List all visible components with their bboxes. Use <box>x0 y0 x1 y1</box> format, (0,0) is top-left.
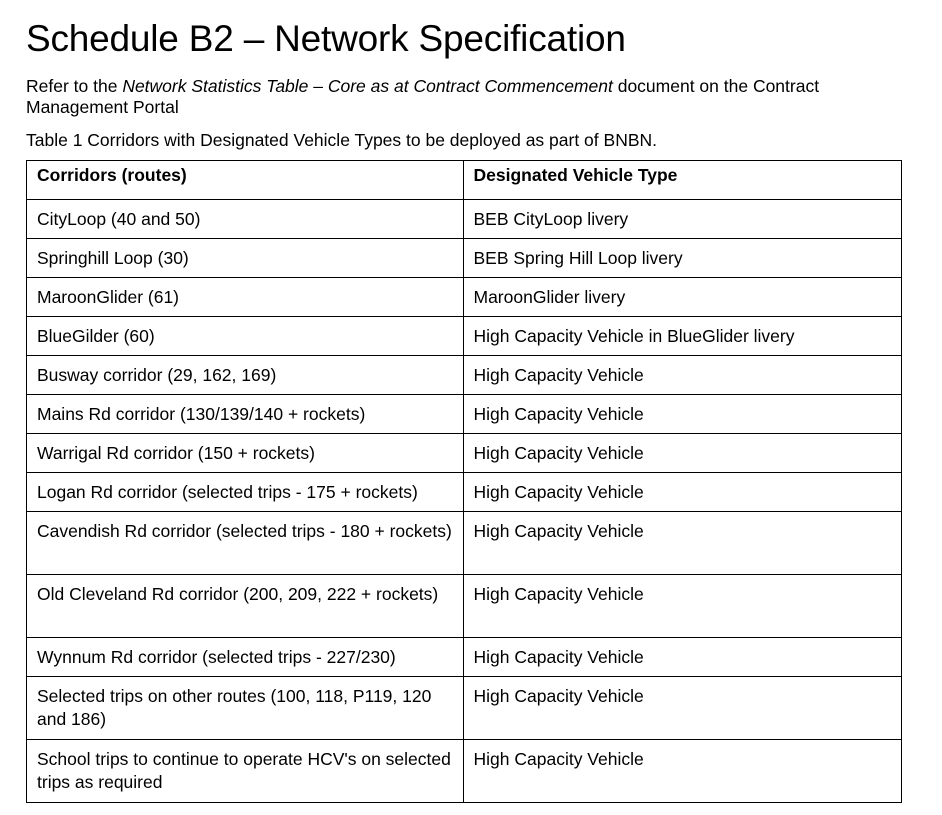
table-row <box>27 575 902 638</box>
table-row <box>27 434 902 473</box>
column-header-vehicle-type: Designated Vehicle Type <box>463 161 902 200</box>
intro-document-reference: Network Statistics Table – Core as at Contract Commencement <box>122 76 613 96</box>
vehicle-type-cell: High Capacity Vehicle <box>463 356 902 395</box>
corridor-cell: Busway corridor (29, 162, 169) <box>27 356 464 395</box>
vehicle-type-cell: High Capacity Vehicle <box>463 434 902 473</box>
intro-paragraph <box>26 76 896 118</box>
corridor-cell: Logan Rd corridor (selected trips - 175 + rockets) <box>27 473 464 512</box>
corridor-cell: CityLoop (40 and 50) <box>27 200 464 239</box>
table-header-row <box>27 161 902 200</box>
table-row <box>27 239 902 278</box>
vehicle-type-cell: High Capacity Vehicle <box>463 575 902 638</box>
vehicle-type-cell: High Capacity Vehicle <box>463 395 902 434</box>
vehicle-type-cell: High Capacity Vehicle <box>463 638 902 677</box>
corridor-cell: BlueGilder (60) <box>27 317 464 356</box>
table-caption: Table 1 Corridors with Designated Vehicle Types to be deployed as part of BNBN. <box>26 130 657 150</box>
table-row <box>27 677 902 740</box>
intro-prefix: Refer to the <box>26 76 123 96</box>
document-page <box>26 0 916 803</box>
intro-suffix: document on the Contract Management Portal <box>26 76 820 117</box>
vehicle-type-cell: BEB CityLoop livery <box>463 200 902 239</box>
corridor-cell: Cavendish Rd corridor (selected trips - 180 + rockets) <box>27 512 464 575</box>
column-header-corridors: Corridors (routes) <box>27 161 464 200</box>
corridor-cell: Wynnum Rd corridor (selected trips - 227/230) <box>27 638 464 677</box>
table-row <box>27 278 902 317</box>
table-row <box>27 512 902 575</box>
table-row <box>27 356 902 395</box>
vehicle-type-cell: MaroonGlider livery <box>463 278 902 317</box>
corridor-cell: Warrigal Rd corridor (150 + rockets) <box>27 434 464 473</box>
corridor-cell: School trips to continue to operate HCV's on selected trips as required <box>27 740 464 803</box>
table-row <box>27 200 902 239</box>
table-row <box>27 473 902 512</box>
corridor-cell: MaroonGlider (61) <box>27 278 464 317</box>
table-row <box>27 638 902 677</box>
corridor-cell: Selected trips on other routes (100, 118, P119, 120 and 186) <box>27 677 464 740</box>
vehicle-type-cell: High Capacity Vehicle <box>463 473 902 512</box>
vehicle-type-cell: High Capacity Vehicle <box>463 512 902 575</box>
vehicle-type-cell: High Capacity Vehicle <box>463 677 902 740</box>
corridors-table <box>26 160 902 803</box>
vehicle-type-cell: High Capacity Vehicle <box>463 740 902 803</box>
table-row <box>27 740 902 803</box>
page-title: Schedule B2 – Network Specification <box>26 18 626 59</box>
vehicle-type-cell: BEB Spring Hill Loop livery <box>463 239 902 278</box>
table-row <box>27 395 902 434</box>
corridor-cell: Old Cleveland Rd corridor (200, 209, 222 + rockets) <box>27 575 464 638</box>
corridor-cell: Mains Rd corridor (130/139/140 + rockets) <box>27 395 464 434</box>
vehicle-type-cell: High Capacity Vehicle in BlueGlider livery <box>463 317 902 356</box>
corridor-cell: Springhill Loop (30) <box>27 239 464 278</box>
table-row <box>27 317 902 356</box>
